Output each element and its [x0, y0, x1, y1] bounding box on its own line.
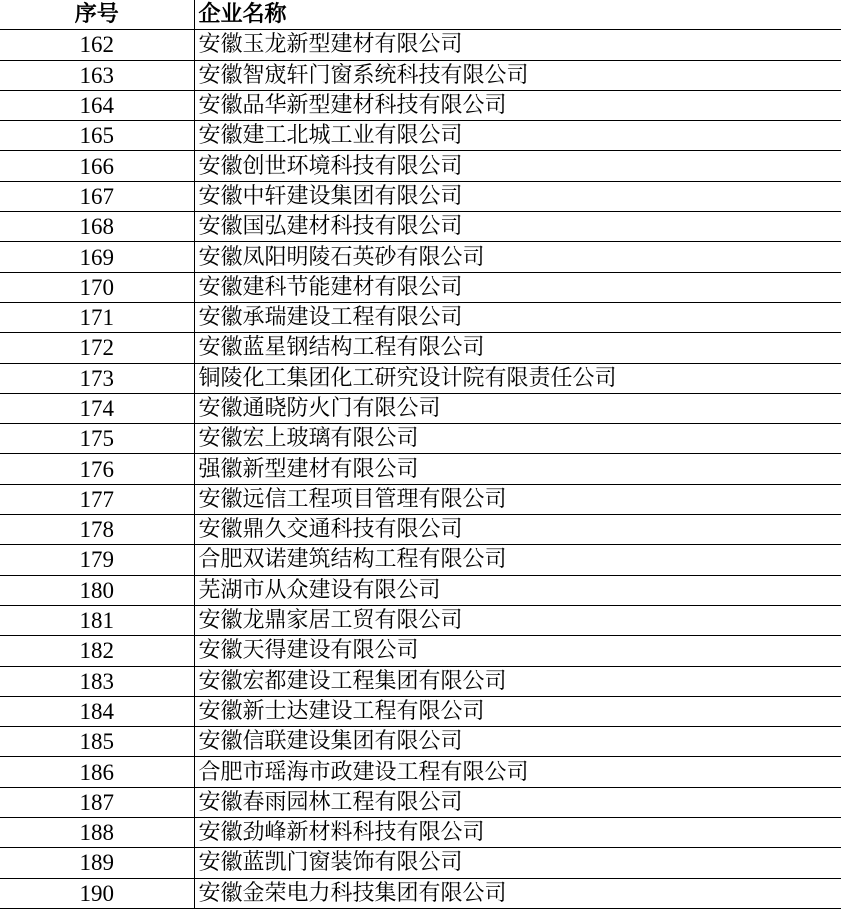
- table-row: [0, 212, 841, 242]
- serial-number-cell: 187: [0, 787, 194, 817]
- company-name-cell: 安徽承瑞建设工程有限公司: [194, 302, 841, 332]
- table-row: [0, 424, 841, 454]
- table-row: [0, 484, 841, 514]
- serial-number-cell: 186: [0, 757, 194, 787]
- serial-number-cell: 165: [0, 121, 194, 151]
- table-row: [0, 545, 841, 575]
- table-row: [0, 333, 841, 363]
- serial-number-cell: 182: [0, 636, 194, 666]
- company-name-cell: 安徽建工北城工业有限公司: [194, 121, 841, 151]
- serial-number-cell: 188: [0, 818, 194, 848]
- serial-number-cell: 166: [0, 151, 194, 181]
- table-row: [0, 30, 841, 60]
- table-row: [0, 151, 841, 181]
- table-row: [0, 818, 841, 848]
- company-name-cell: 安徽金荣电力科技集团有限公司: [194, 878, 841, 908]
- table-row: [0, 363, 841, 393]
- serial-number-cell: 176: [0, 454, 194, 484]
- table-row: [0, 393, 841, 423]
- company-name-cell: 铜陵化工集团化工研究设计院有限责任公司: [194, 363, 841, 393]
- serial-number-cell: 183: [0, 666, 194, 696]
- serial-number-cell: 173: [0, 363, 194, 393]
- company-name-cell: 安徽信联建设集团有限公司: [194, 727, 841, 757]
- table-row: [0, 90, 841, 120]
- company-name-cell: 安徽国弘建材科技有限公司: [194, 212, 841, 242]
- header-company-name: 企业名称: [194, 0, 841, 30]
- company-name-cell: 安徽通晓防火门有限公司: [194, 393, 841, 423]
- company-name-cell: 合肥双诺建筑结构工程有限公司: [194, 545, 841, 575]
- company-name-cell: 安徽蓝星钢结构工程有限公司: [194, 333, 841, 363]
- table-row: [0, 60, 841, 90]
- company-name-cell: 芜湖市从众建设有限公司: [194, 575, 841, 605]
- serial-number-cell: 190: [0, 878, 194, 908]
- serial-number-cell: 178: [0, 515, 194, 545]
- serial-number-cell: 164: [0, 90, 194, 120]
- company-name-cell: 合肥市瑶海市政建设工程有限公司: [194, 757, 841, 787]
- table-row: [0, 515, 841, 545]
- serial-number-cell: 171: [0, 302, 194, 332]
- company-name-cell: 安徽宏上玻璃有限公司: [194, 424, 841, 454]
- serial-number-cell: 163: [0, 60, 194, 90]
- company-name-cell: 安徽鼎久交通科技有限公司: [194, 515, 841, 545]
- company-name-cell: 安徽中轩建设集团有限公司: [194, 181, 841, 211]
- header-serial-number: 序号: [0, 0, 194, 30]
- company-name-cell: 安徽春雨园林工程有限公司: [194, 787, 841, 817]
- company-name-cell: 安徽玉龙新型建材有限公司: [194, 30, 841, 60]
- serial-number-cell: 189: [0, 848, 194, 878]
- table-row: [0, 121, 841, 151]
- company-name-cell: 安徽新士达建设工程有限公司: [194, 696, 841, 726]
- serial-number-cell: 169: [0, 242, 194, 272]
- table-row: [0, 696, 841, 726]
- table-row: [0, 727, 841, 757]
- table-row: [0, 302, 841, 332]
- company-name-cell: 安徽创世环境科技有限公司: [194, 151, 841, 181]
- serial-number-cell: 185: [0, 727, 194, 757]
- table-row: [0, 757, 841, 787]
- company-name-cell: 安徽蓝凯门窗装饰有限公司: [194, 848, 841, 878]
- company-name-cell: 安徽智宬轩门窗系统科技有限公司: [194, 60, 841, 90]
- serial-number-cell: 172: [0, 333, 194, 363]
- company-name-cell: 安徽天得建设有限公司: [194, 636, 841, 666]
- serial-number-cell: 175: [0, 424, 194, 454]
- table-row: [0, 636, 841, 666]
- company-name-cell: 强徽新型建材有限公司: [194, 454, 841, 484]
- table-row: [0, 575, 841, 605]
- table-row: [0, 242, 841, 272]
- table-row: [0, 878, 841, 908]
- company-name-cell: 安徽品华新型建材科技有限公司: [194, 90, 841, 120]
- serial-number-cell: 177: [0, 484, 194, 514]
- serial-number-cell: 167: [0, 181, 194, 211]
- company-name-cell: 安徽远信工程项目管理有限公司: [194, 484, 841, 514]
- serial-number-cell: 179: [0, 545, 194, 575]
- table-body: [0, 30, 841, 909]
- serial-number-cell: 170: [0, 272, 194, 302]
- serial-number-cell: 162: [0, 30, 194, 60]
- table-row: [0, 181, 841, 211]
- company-name-cell: 安徽龙鼎家居工贸有限公司: [194, 605, 841, 635]
- company-name-cell: 安徽建科节能建材有限公司: [194, 272, 841, 302]
- serial-number-cell: 184: [0, 696, 194, 726]
- company-name-cell: 安徽劲峰新材料科技有限公司: [194, 818, 841, 848]
- serial-number-cell: 181: [0, 605, 194, 635]
- table-header-row: [0, 0, 841, 30]
- company-name-cell: 安徽凤阳明陵石英砂有限公司: [194, 242, 841, 272]
- table-row: [0, 272, 841, 302]
- table-row: [0, 605, 841, 635]
- table-row: [0, 454, 841, 484]
- serial-number-cell: 180: [0, 575, 194, 605]
- serial-number-cell: 168: [0, 212, 194, 242]
- table-row: [0, 787, 841, 817]
- table-row: [0, 666, 841, 696]
- company-name-cell: 安徽宏都建设工程集团有限公司: [194, 666, 841, 696]
- table-row: [0, 848, 841, 878]
- serial-number-cell: 174: [0, 393, 194, 423]
